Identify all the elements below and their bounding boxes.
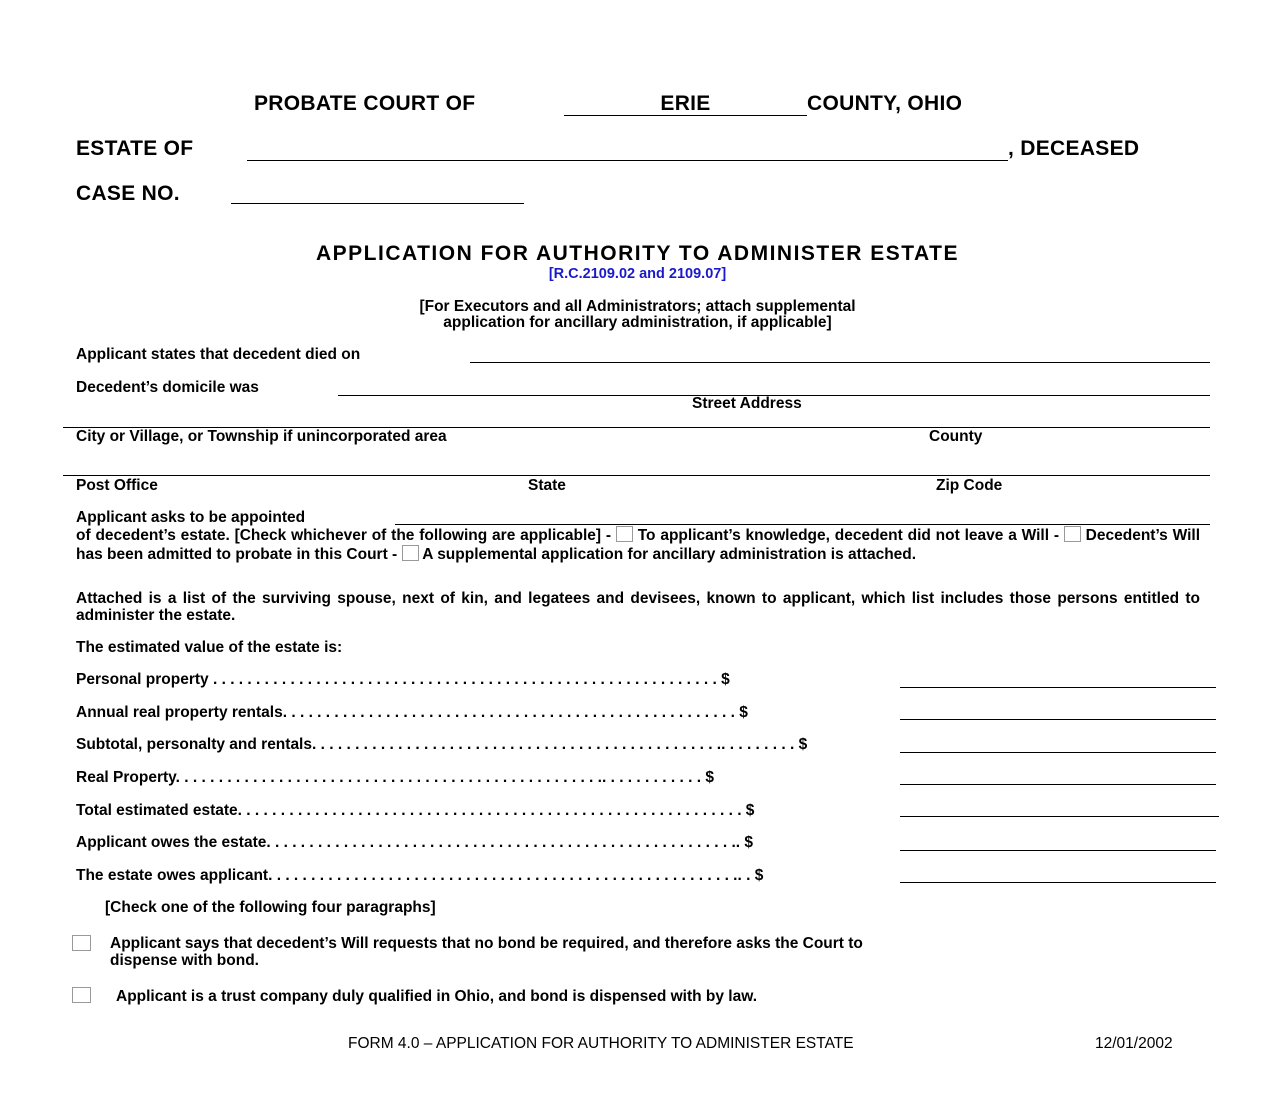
- died-on-field[interactable]: [470, 362, 1210, 363]
- estate-item-applicant-owes: Applicant owes the estate. . . . . . . . . . . . . . . . . . . . . . . . . . . . . . . . . . . . . . . . . . . . . . . . . . . . . . .. $: [76, 834, 753, 851]
- subtotal-amount-field[interactable]: [900, 752, 1216, 753]
- died-on-label: Applicant states that decedent died on: [76, 346, 361, 363]
- applicable-part-3: Decedent’s Will has been admitted to probate in this Court -: [76, 527, 1201, 563]
- post-office-caption: Post Office: [76, 477, 158, 494]
- post-office-state-zip-field[interactable]: [63, 475, 1210, 476]
- applicable-part-1: of decedent’s estate. [Check whichever of the following are applicable] -: [76, 527, 612, 544]
- note-line-2: application for ancillary administration, if applicable]: [443, 314, 832, 331]
- case-no-label: CASE NO.: [76, 182, 180, 205]
- applicable-part-4: A supplemental application for ancillary administration is attached.: [422, 545, 917, 563]
- trust-company-text: Applicant is a trust company duly qualified in Ohio, and bond is dispensed with by law.: [116, 988, 758, 1005]
- no-bond-checkbox[interactable]: [72, 935, 91, 951]
- domicile-label: Decedent’s domicile was: [76, 379, 259, 396]
- no-will-checkbox[interactable]: [616, 526, 633, 542]
- rentals-amount-field[interactable]: [900, 719, 1216, 720]
- applicable-paragraph: [76, 526, 1200, 563]
- personal-property-amount-field[interactable]: [900, 687, 1216, 688]
- real-property-amount-field[interactable]: [900, 784, 1216, 785]
- note-line-1: [For Executors and all Administrators; attach supplemental: [419, 298, 856, 315]
- court-suffix: COUNTY, OHIO: [807, 92, 963, 115]
- street-address-caption: Street Address: [692, 395, 802, 412]
- estate-item-rentals: Annual real property rentals. . . . . . . . . . . . . . . . . . . . . . . . . . . . . . . . . . . . . . . . . . . . . . . . . . . . . $: [76, 704, 748, 721]
- estimated-heading: The estimated value of the estate is:: [76, 639, 343, 656]
- county-value[interactable]: ERIE: [660, 92, 711, 115]
- applicant-owes-amount-field[interactable]: [900, 850, 1216, 851]
- footer-date: 12/01/2002: [1095, 1035, 1173, 1052]
- estate-item-subtotal: Subtotal, personalty and rentals. . . . . . . . . . . . . . . . . . . . . . . . . . . . . . . . . . . . . . . . . . . . . . . .. . . . . . . . . $: [76, 736, 808, 753]
- form-title: APPLICATION FOR AUTHORITY TO ADMINISTER ESTATE: [315, 242, 959, 265]
- estate-item-personal-property: Personal property . . . . . . . . . . . . . . . . . . . . . . . . . . . . . . . . . . . . . . . . . . . . . . . . . . . . . . . . . . . $: [76, 671, 730, 688]
- estate-item-real-property: Real Property. . . . . . . . . . . . . . . . . . . . . . . . . . . . . . . . . . . . . . . . . . . . . . . . . .. . . . . . . . . . . . $: [76, 769, 714, 786]
- footer-form-title: FORM 4.0 – APPLICATION FOR AUTHORITY TO ADMINISTER ESTATE: [348, 1035, 854, 1052]
- statute-reference: [R.C.2109.02 and 2109.07]: [548, 266, 727, 282]
- zip-caption: Zip Code: [936, 477, 1003, 494]
- no-bond-text-line-2: dispense with bond.: [110, 952, 259, 969]
- appointed-label: Applicant asks to be appointed: [76, 509, 306, 526]
- deceased-label: , DECEASED: [1008, 137, 1140, 160]
- trust-company-checkbox[interactable]: [72, 987, 91, 1003]
- attached-list-text: Attached is a list of the surviving spouse, next of kin, and legatees and devisees, known to applicant, which list includes those persons entitled to administer the estate.: [76, 590, 1200, 624]
- total-amount-field[interactable]: [900, 816, 1219, 817]
- ancillary-checkbox[interactable]: [402, 545, 419, 561]
- estate-item-estate-owes: The estate owes applicant. . . . . . . . . . . . . . . . . . . . . . . . . . . . . . . . . . . . . . . . . . . . . . . . . . . . . . .. . $: [76, 867, 764, 884]
- county-caption: County: [929, 428, 983, 445]
- estate-of-label: ESTATE OF: [76, 137, 194, 160]
- court-prefix: PROBATE COURT OF: [254, 92, 476, 115]
- check-heading: [Check one of the following four paragraphs]: [105, 899, 436, 916]
- estate-name-field[interactable]: [247, 160, 1008, 161]
- no-bond-text-line-1: Applicant says that decedent’s Will requests that no bond be required, and therefore asks the Court to: [110, 935, 863, 952]
- state-caption: State: [528, 477, 566, 494]
- will-admitted-checkbox[interactable]: [1064, 526, 1081, 542]
- estate-item-total: Total estimated estate. . . . . . . . . . . . . . . . . . . . . . . . . . . . . . . . . . . . . . . . . . . . . . . . . . . . . . . . . . . $: [76, 802, 755, 819]
- applicable-part-2: To applicant’s knowledge, decedent did not leave a Will -: [637, 527, 1060, 544]
- city-caption: City or Village, or Township if unincorporated area: [76, 428, 447, 445]
- estate-owes-amount-field[interactable]: [900, 882, 1216, 883]
- appointed-field[interactable]: [395, 524, 1210, 525]
- case-no-field[interactable]: [231, 203, 524, 204]
